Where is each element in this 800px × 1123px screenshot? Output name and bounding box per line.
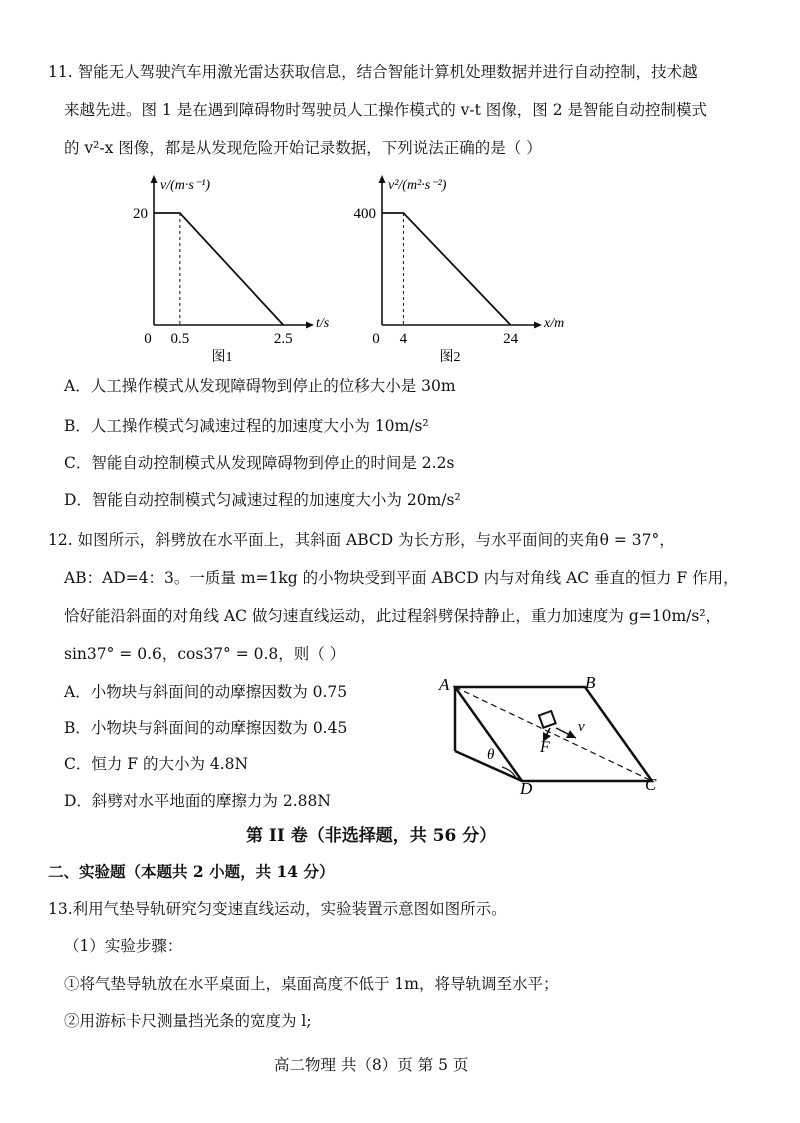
q13-step-title: （1）实验步骤： — [64, 937, 183, 955]
q11-option-d: D．智能自动控制模式匀减速过程的加速度大小为 20m/s² — [64, 491, 461, 509]
x-axis-label: t/s — [316, 316, 330, 331]
q12-line3: 恰好能沿斜面的对角线 AC 做匀速直线运动，此过程斜劈保持静止，重力加速度为 g=10m/s²， — [64, 607, 722, 625]
q11-option-a: A．人工操作模式从发现障碍物到停止的位移大小是 30m — [64, 377, 456, 395]
y-axis-label: v/(m·s⁻¹) — [160, 178, 211, 193]
block — [539, 711, 556, 728]
x-tick-label: 0 — [372, 331, 380, 347]
q11-line3: 的 v²-x 图像，都是从发现危险开始记录数据，下列说法正确的是（ ） — [64, 139, 542, 157]
q12-option-a: A．小物块与斜面间的动摩擦因数为 0.75 — [64, 683, 348, 701]
q13-line1: 13.利用气垫导轨研究匀变速直线运动，实验装置示意图如图所示。 — [48, 900, 507, 918]
q11-option-b: B．人工操作模式匀减速过程的加速度大小为 10m/s² — [64, 417, 429, 435]
chart-figure-2 — [354, 175, 565, 365]
y-axis-arrow — [379, 175, 386, 183]
label-f: F — [540, 739, 550, 756]
q12-line4: sin37° = 0.6，cos37° = 0.8，则（ ） — [64, 645, 346, 663]
x-axis-arrow — [306, 322, 314, 329]
x-tick-label: 4 — [399, 331, 408, 347]
q12-line2: AB：AD=4：3。一质量 m=1kg 的小物块受到平面 ABCD 内与对角线 AC 垂直的恒力 F 作用， — [64, 569, 739, 587]
series-line — [382, 213, 511, 325]
wedge-figure — [430, 670, 670, 800]
section-2-title: 二、实验题（本题共 2 小题，共 14 分） — [48, 862, 335, 881]
q13-step2: ②用游标卡尺测量挡光条的宽度为 l; — [64, 1012, 312, 1030]
x-tick-label: 0.5 — [170, 331, 190, 347]
x-tick-label: 24 — [503, 331, 519, 347]
x-axis-arrow — [534, 322, 542, 329]
diagonal-ac — [455, 687, 652, 781]
label-c: C — [645, 775, 657, 794]
label-d: D — [520, 779, 533, 798]
x-axis-label: x/m — [544, 316, 565, 331]
chart-figure-1 — [133, 175, 330, 365]
chart-title: 图1 — [211, 350, 233, 365]
q12-option-d: D．斜劈对水平地面的摩擦力为 2.88N — [64, 792, 331, 810]
q11-line1: 11. 智能无人驾驶汽车用激光雷达获取信息，结合智能计算机处理数据并进行自动控制，技术越 — [48, 63, 698, 81]
label-a: A — [439, 675, 450, 694]
label-theta: θ — [487, 747, 495, 763]
x-tick-label: 0 — [144, 331, 152, 347]
q12-line1: 12. 如图所示，斜劈放在水平面上，其斜面 ABCD 为长方形，与水平面间的夹角θ = 37°， — [48, 531, 675, 549]
q13-step1: ①将气垫导轨放在水平桌面上，桌面高度不低于 1m，将导轨调至水平； — [64, 975, 559, 993]
label-b: B — [585, 673, 596, 692]
q12-option-b: B．小物块与斜面间的动摩擦因数为 0.45 — [64, 719, 348, 737]
x-tick-label: 2.5 — [273, 331, 293, 347]
q11-option-c: C．智能自动控制模式从发现障碍物到停止的时间是 2.2s — [64, 454, 455, 472]
series-line — [154, 213, 283, 325]
part2-heading: 第 II 卷（非选择题，共 56 分） — [246, 826, 497, 846]
label-v: v — [578, 719, 585, 735]
page-footer: 高二物理 共（8）页 第 5 页 — [274, 1056, 469, 1074]
y-axis-arrow — [151, 175, 158, 183]
y-tick-label: 400 — [353, 206, 376, 222]
y-axis-label: v²/(m²·s⁻²) — [388, 178, 447, 193]
chart-title: 图2 — [439, 350, 461, 365]
y-tick-label: 20 — [133, 206, 148, 222]
q12-option-c: C．恒力 F 的大小为 4.8N — [64, 755, 249, 773]
q11-figures — [130, 165, 565, 365]
q11-line2: 来越先进。图 1 是在遇到障碍物时驾驶员人工操作模式的 v-t 图像，图 2 是智能自动控制模式 — [64, 101, 708, 119]
